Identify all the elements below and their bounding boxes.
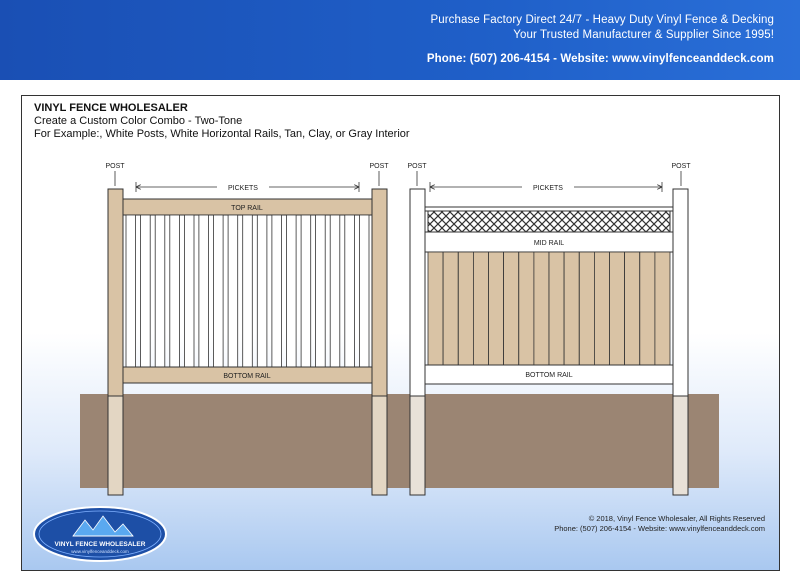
picket-board — [504, 252, 519, 365]
company-title: VINYL FENCE WHOLESALER — [34, 102, 188, 114]
picket-board — [428, 252, 443, 365]
picket-board — [534, 252, 549, 365]
header-banner — [0, 0, 800, 80]
right-fence-bottom-rail-label: BOTTOM RAIL — [525, 372, 573, 379]
picket — [301, 215, 311, 367]
picket-board — [458, 252, 473, 365]
picket-board — [594, 252, 609, 365]
right-fence-post-left-label: POST — [407, 163, 427, 170]
right-fence-pickets-label: PICKETS — [533, 185, 563, 192]
left-fence-pickets — [126, 215, 369, 367]
picket — [287, 215, 297, 367]
right-fence-lattice — [428, 211, 670, 232]
picket — [170, 215, 180, 367]
header-since: Your Trusted Manufacturer & Supplier Since 1995! — [513, 29, 774, 41]
picket — [257, 215, 267, 367]
fence-diagram-card — [21, 95, 780, 571]
footer — [554, 514, 765, 534]
picket — [199, 215, 209, 367]
picket-board — [489, 252, 504, 365]
right-fence-post-right-underground — [673, 396, 688, 495]
left-fence-post-right-label: POST — [369, 163, 389, 170]
left-fence-bottom-rail-label: BOTTOM RAIL — [223, 373, 271, 380]
company-logo — [34, 507, 166, 561]
picket — [272, 215, 282, 367]
picket-board — [473, 252, 488, 365]
footer-copyright: © 2018, Vinyl Fence Wholesaler, All Rights Reserved — [588, 514, 765, 523]
logo-url: www.vinylfenceanddeck.com — [71, 549, 129, 554]
picket — [243, 215, 253, 367]
picket — [155, 215, 165, 367]
picket — [214, 215, 224, 367]
fence-diagram — [22, 96, 780, 571]
picket-board — [579, 252, 594, 365]
picket — [359, 215, 369, 367]
right-fence-post-right-label: POST — [671, 163, 691, 170]
picket-board — [640, 252, 655, 365]
diagram-titles — [34, 102, 410, 141]
picket-board — [610, 252, 625, 365]
picket-board — [443, 252, 458, 365]
picket — [345, 215, 355, 367]
picket-board — [564, 252, 579, 365]
header-contact[interactable]: Phone: (507) 206-4154 - Website: www.vinylfenceanddeck.com — [426, 53, 774, 65]
picket-board — [655, 252, 670, 365]
logo-company-name: VINYL FENCE WHOLESALER — [54, 541, 146, 548]
right-fence-post-left-underground — [410, 396, 425, 495]
left-fence-top-rail-label: TOP RAIL — [231, 205, 263, 212]
left-fence-post-right-underground — [372, 396, 387, 495]
left-fence-pickets-label: PICKETS — [228, 185, 258, 192]
picket — [330, 215, 340, 367]
picket — [141, 215, 151, 367]
diagram-example: For Example:, White Posts, White Horizontal Rails, Tan, Clay, or Gray Interior — [34, 128, 410, 140]
right-fence-mid-rail-label: MID RAIL — [533, 240, 565, 247]
picket-board — [549, 252, 564, 365]
right-fence-top-rail — [425, 207, 673, 211]
picket-board — [625, 252, 640, 365]
picket-board — [519, 252, 534, 365]
ground — [80, 394, 719, 488]
header-tagline: Purchase Factory Direct 24/7 - Heavy Duty Vinyl Fence & Decking — [430, 14, 774, 26]
picket — [228, 215, 238, 367]
left-fence-post-left-underground — [108, 396, 123, 495]
left-fence-post-left-label: POST — [105, 163, 125, 170]
right-fence-pickets — [428, 252, 670, 365]
picket — [126, 215, 136, 367]
picket — [184, 215, 194, 367]
diagram-subtitle: Create a Custom Color Combo - Two-Tone — [34, 115, 243, 127]
footer-contact: Phone: (507) 206-4154 - Website: www.vinylfenceanddeck.com — [554, 524, 765, 533]
picket — [316, 215, 326, 367]
